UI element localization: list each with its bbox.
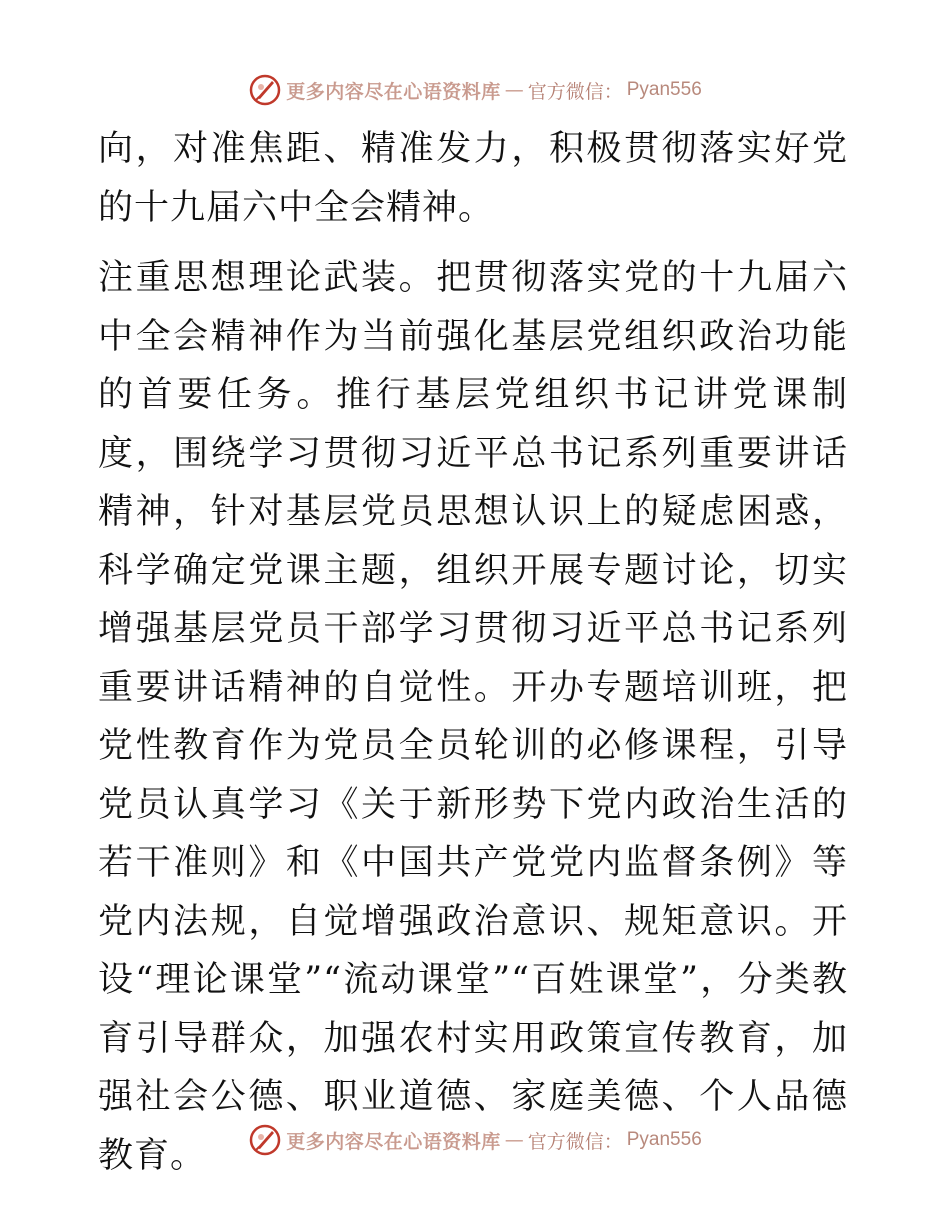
watermark-sub-text: 官方微信： xyxy=(527,1130,623,1153)
paragraph-continuation: 向，对准焦距、精准发力，积极贯彻落实好党的十九届六中全会精神。 xyxy=(98,129,848,228)
watermark-id: Pyan556 xyxy=(626,1129,702,1150)
header-watermark xyxy=(0,70,950,110)
watermark-sub-text: 官方微信： xyxy=(527,80,623,103)
watermark-main-text: 更多内容尽在心语资料库 xyxy=(286,1130,501,1153)
watermark-dash: — xyxy=(504,79,524,101)
watermark-id: Pyan556 xyxy=(626,79,702,100)
watermark-dash: — xyxy=(504,1129,524,1151)
footer-watermark xyxy=(0,1120,950,1160)
quill-logo-icon xyxy=(248,1123,282,1157)
watermark-main-text: 更多内容尽在心语资料库 xyxy=(286,80,501,103)
document-body xyxy=(98,120,848,1185)
quill-logo-icon xyxy=(248,73,282,107)
paragraph-theory-armament: 注重思想理论武装。把贯彻落实党的十九届六中全会精神作为当前强化基层党组织政治功能的首要任务。推行基层党组织书记讲党课制度，围绕学习贯彻习近平总书记系列重要讲话精神，针对基层党员思想认识上的疑虑困惑，科学确定党课主题，组织开展专题讨论，切实增强基层党员干部学习贯彻习近平总书记系列重要讲话精神的自觉性。开办专题培训班，把党性教育作为党员全员轮训的必修课程，引导党员认真学习《关于新形势下党内政治生活的若干准则》和《中国共产党党内监督条例》等党内法规，自觉增强政治意识、规矩意识。开设“理论课堂”“流动课堂”“百姓课堂”，分类教育引导群众，加强农村实用政策宣传教育，加强社会公德、职业道德、家庭美德、个人品德教育。 xyxy=(98,258,848,1176)
